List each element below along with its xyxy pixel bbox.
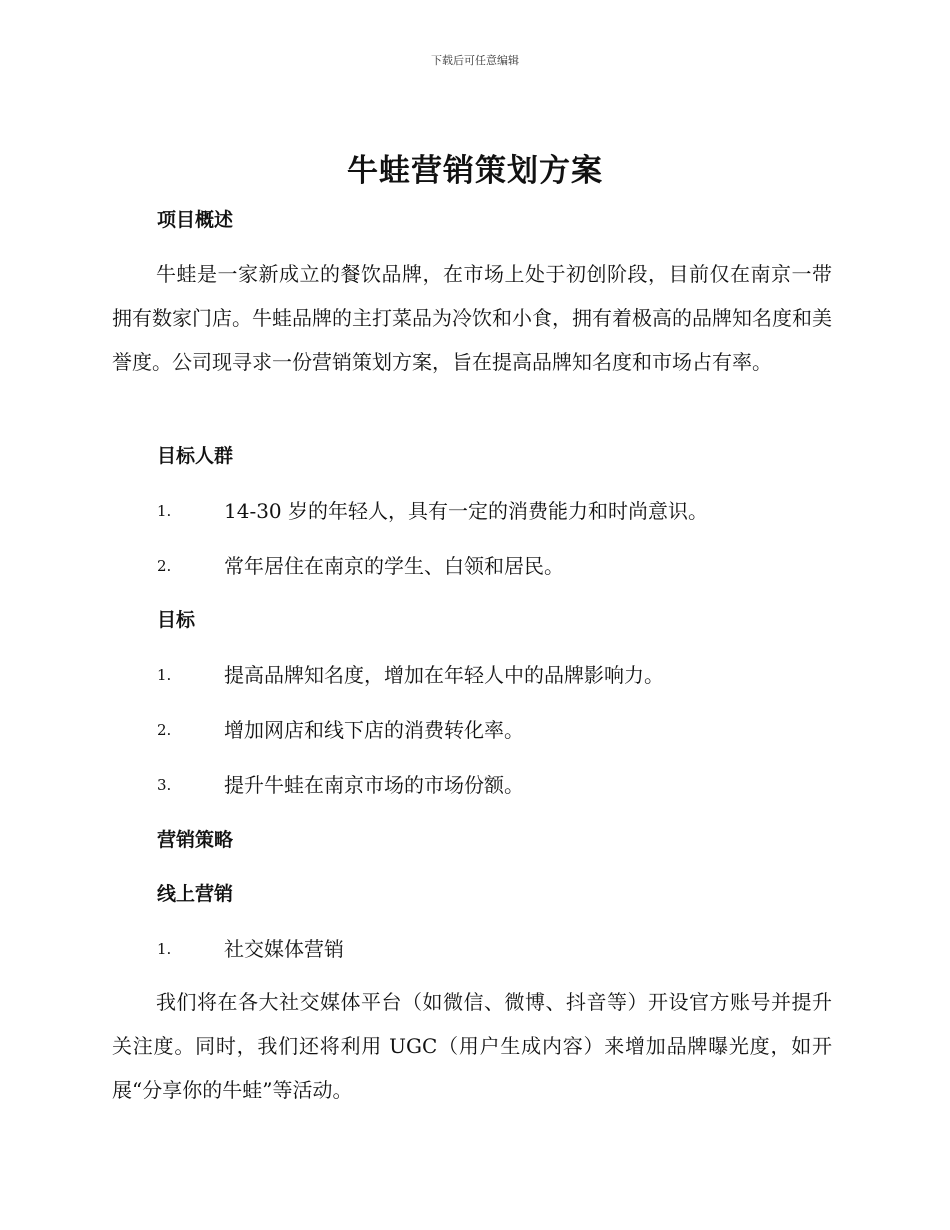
list-number: 2. [157,721,172,739]
heading-overview: 项目概述 [157,209,234,231]
paragraph-online: 我们将在各大社交媒体平台（如微信、微博、抖音等）开设官方账号并提升关注度。同时，我们还将利用 UGC（用户生成内容）来增加品牌曝光度，如开展“分享你的牛蛙”等活动。 [112,990,832,1102]
list-number: 2. [157,557,172,575]
heading-online: 线上营销 [157,883,234,905]
list-text: 常年居住在南京的学生、白领和居民。 [224,554,564,578]
list-number: 3. [157,776,172,794]
list-item [157,715,837,745]
list-text: 14-30 岁的年轻人，具有一定的消费能力和时尚意识。 [224,499,709,523]
list-text: 提高品牌知名度，增加在年轻人中的品牌影响力。 [224,663,664,687]
list-number: 1. [157,940,172,958]
list-item [157,934,837,964]
list-number: 1. [157,666,172,684]
heading-strategy: 营销策略 [157,829,234,851]
list-text: 社交媒体营销 [224,937,344,961]
list-number: 1. [157,502,172,520]
heading-audience: 目标人群 [157,445,234,467]
heading-goals: 目标 [157,609,196,631]
paragraph-overview: 牛蛙是一家新成立的餐饮品牌，在市场上处于初创阶段，目前仅在南京一带拥有数家门店。牛蛙品牌的主打菜品为冷饮和小食，拥有着极高的品牌知名度和美誉度。公司现寻求一份营销策划方案，旨在提高品牌知名度和市场占有率。 [112,262,832,374]
document-title: 牛蛙营销策划方案 [347,153,603,189]
list-text: 提升牛蛙在南京市场的市场份额。 [224,773,524,797]
list-item [157,770,837,800]
list-item [157,496,837,526]
header-note: 下载后可任意编辑 [431,54,519,67]
list-item [157,551,837,581]
list-text: 增加网店和线下店的消费转化率。 [224,718,524,742]
list-item [157,660,837,690]
